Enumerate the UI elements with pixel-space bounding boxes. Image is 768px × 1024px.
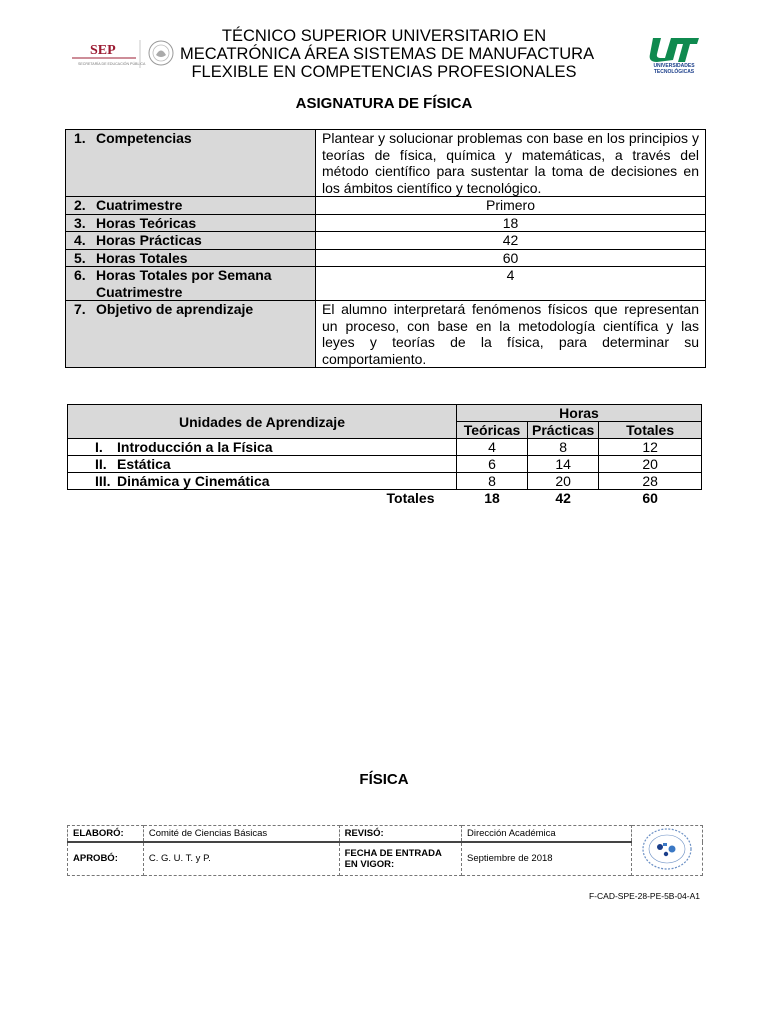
units-table bbox=[67, 404, 702, 506]
reviso-value: Dirección Académica bbox=[462, 826, 632, 842]
program-title-line: MECATRÓNICA ÁREA SISTEMAS DE MANUFACTURA bbox=[180, 45, 595, 63]
row-label: 2. Cuatrimestre bbox=[66, 197, 316, 215]
unit-name: II. Estática bbox=[68, 456, 457, 473]
row-label: 6. Horas Totales por Semana Cuatrimestre bbox=[66, 267, 316, 301]
unit-name: I. Introducción a la Física bbox=[68, 439, 457, 456]
fecha-value: Septiembre de 2018 bbox=[462, 842, 632, 876]
program-title-line: TÉCNICO SUPERIOR UNIVERSITARIO EN bbox=[221, 27, 547, 45]
approval-table bbox=[67, 825, 703, 876]
program-title-line: FLEXIBLE EN COMPETENCIAS PROFESIONALES bbox=[191, 63, 577, 81]
subject-info-table bbox=[65, 129, 706, 368]
sep-logo-subtext: SECRETARÍA DE EDUCACIÓN PÚBLICA bbox=[78, 62, 146, 66]
row-label: 7. Objetivo de aprendizaje bbox=[66, 301, 316, 368]
horas-semana-value: 4 bbox=[316, 267, 706, 301]
row-label: 3. Horas Teóricas bbox=[66, 214, 316, 232]
table-row bbox=[66, 232, 706, 250]
unit-total: 12 bbox=[599, 439, 702, 456]
horas-practicas-value: 42 bbox=[316, 232, 706, 250]
seal-cell bbox=[632, 826, 703, 876]
aprobo-label: APROBÓ: bbox=[68, 842, 144, 876]
certification-seal-icon bbox=[640, 827, 694, 871]
fecha-label: FECHA DE ENTRADA EN VIGOR: bbox=[339, 842, 461, 876]
unit-theory: 4 bbox=[457, 439, 528, 456]
table-row bbox=[66, 249, 706, 267]
hours-header: Horas bbox=[457, 405, 702, 422]
table-row bbox=[68, 456, 702, 473]
program-title bbox=[180, 27, 595, 81]
table-header-row bbox=[68, 405, 702, 422]
unit-total: 28 bbox=[599, 473, 702, 490]
table-row bbox=[66, 130, 706, 197]
totals-theory: 18 bbox=[484, 490, 500, 506]
subject-name: FÍSICA bbox=[359, 771, 409, 788]
horas-teoricas-value: 18 bbox=[316, 214, 706, 232]
row-label: 4. Horas Prácticas bbox=[66, 232, 316, 250]
totals-practice: 42 bbox=[555, 490, 571, 506]
unit-practice: 20 bbox=[528, 473, 599, 490]
table-row bbox=[68, 826, 703, 842]
sep-logo-text: SEP bbox=[90, 43, 116, 58]
objetivo-value: El alumno interpretará fenómenos físicos que representan un proceso, con base en la metodología científica y las leyes y teorías de la física, para determinar su comportamiento. bbox=[316, 301, 706, 368]
unit-total: 20 bbox=[599, 456, 702, 473]
totals-label: Totales bbox=[386, 490, 435, 506]
aprobo-value: C. G. U. T. y P. bbox=[143, 842, 339, 876]
horas-totales-value: 60 bbox=[316, 249, 706, 267]
table-row bbox=[68, 473, 702, 490]
document-code: F-CAD-SPE-28-PE-5B-04-A1 bbox=[588, 891, 700, 901]
table-row bbox=[66, 267, 706, 301]
competencias-value: Plantear y solucionar problemas con base en los principios y teorías de física, química y matemáticas, a través del método científico para sustentar la toma de decisiones en los ámbitos científico y tecnológico. bbox=[316, 130, 706, 197]
totals-total: 60 bbox=[642, 490, 658, 506]
unit-theory: 8 bbox=[457, 473, 528, 490]
unit-name: III. Dinámica y Cinemática bbox=[68, 473, 457, 490]
sep-logo bbox=[72, 38, 184, 72]
unit-practice: 14 bbox=[528, 456, 599, 473]
table-row bbox=[66, 197, 706, 215]
row-label: 1. Competencias bbox=[66, 130, 316, 197]
table-row bbox=[66, 214, 706, 232]
col-total-header: Totales bbox=[599, 422, 702, 439]
unit-theory: 6 bbox=[457, 456, 528, 473]
unit-practice: 8 bbox=[528, 439, 599, 456]
totals-row bbox=[68, 490, 702, 507]
ut-logo-subtext: UNIVERSIDADES bbox=[653, 63, 695, 69]
elaboro-label: ELABORÓ: bbox=[68, 826, 144, 842]
table-row bbox=[68, 842, 703, 876]
table-row bbox=[66, 301, 706, 368]
cuatrimestre-value: Primero bbox=[316, 197, 706, 215]
row-label: 5. Horas Totales bbox=[66, 249, 316, 267]
reviso-label: REVISÓ: bbox=[339, 826, 461, 842]
ut-logo bbox=[645, 34, 703, 74]
subject-title: ASIGNATURA DE FÍSICA bbox=[295, 95, 473, 112]
table-row bbox=[68, 439, 702, 456]
col-theory-header: Teóricas bbox=[457, 422, 528, 439]
elaboro-value: Comité de Ciencias Básicas bbox=[143, 826, 339, 842]
units-header: Unidades de Aprendizaje bbox=[68, 405, 457, 439]
ut-logo-subtext: TECNOLÓGICAS bbox=[653, 69, 695, 74]
col-practice-header: Prácticas bbox=[528, 422, 599, 439]
